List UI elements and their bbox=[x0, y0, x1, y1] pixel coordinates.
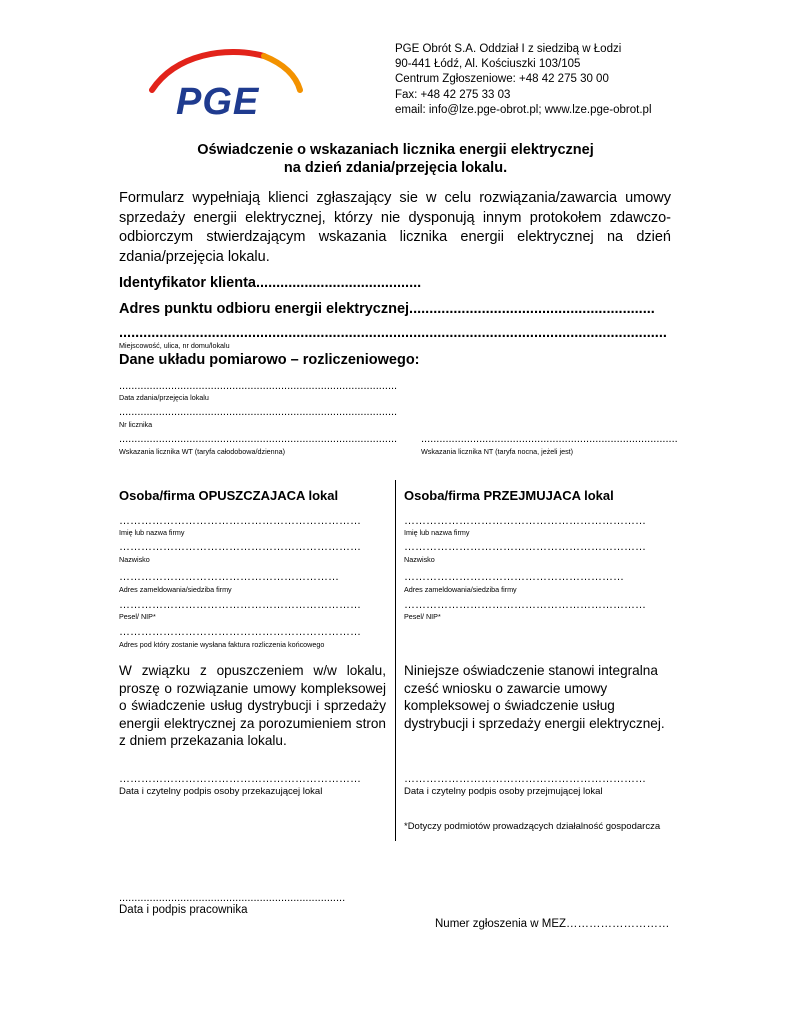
leaving-address-hint: Adres zameldowania/siedziba firmy bbox=[119, 585, 232, 594]
taking-pesel-hint: Pesel/ NIP* bbox=[404, 612, 441, 621]
mez-number-field[interactable]: Numer zgłoszenia w MEZ……………………… bbox=[435, 918, 670, 930]
address-field-continued[interactable]: ........................................................................................................................................ bbox=[119, 325, 667, 341]
invoice-address-field[interactable]: ………………………………………………………… bbox=[119, 626, 361, 638]
logo-text: PGE bbox=[176, 81, 260, 123]
leaving-name-field[interactable]: ………………………………………………………… bbox=[119, 515, 361, 527]
meter-number-hint: Nr licznika bbox=[119, 420, 153, 429]
taking-address-hint: Adres zameldowania/siedziba firmy bbox=[404, 585, 517, 594]
leaving-name-hint: Imię lub nazwa firmy bbox=[119, 528, 185, 537]
leaving-surname-field[interactable]: ………………………………………………………… bbox=[119, 541, 361, 553]
employee-signature-field[interactable]: .......................................................................... bbox=[119, 892, 346, 904]
intro-paragraph: Formularz wypełniają klienci zgłaszający sie w celu rozwiązania/zawarcia umowy sprzedaży energii elektrycznej, którzy nie dysponują innym protokołem zdawczo-odbiorczym stwierdzającym wskazania licznika energii elektrycznej na dzień zdania/przejęcia lokalu. bbox=[119, 190, 671, 265]
leaving-signature-field[interactable]: ………………………………………………………… bbox=[119, 773, 361, 785]
handover-date-field[interactable]: ........................................................................................... bbox=[119, 380, 398, 392]
column-divider bbox=[395, 480, 396, 841]
leaving-address-field[interactable]: …………………………………………………… bbox=[119, 571, 339, 583]
company-line: email: info@lze.pge-obrot.pl; www.lze.pge-obrot.pl bbox=[395, 103, 652, 116]
taking-signature-hint: Data i czytelny podpis osoby przejmującej lokal bbox=[404, 786, 603, 797]
company-line: Fax: +48 42 275 33 03 bbox=[395, 88, 511, 101]
leaving-pesel-field[interactable]: ………………………………………………………… bbox=[119, 599, 361, 611]
taking-surname-field[interactable]: ………………………………………………………… bbox=[404, 541, 646, 553]
taking-address-field[interactable]: …………………………………………………… bbox=[404, 571, 624, 583]
meter-number-field[interactable]: ........................................................................................... bbox=[119, 406, 398, 418]
meter-nt-hint: Wskazania licznika NT (taryfa nocna, jeżeli jest) bbox=[421, 447, 574, 456]
termination-request-text: W związku z opuszczeniem w/w lokalu, proszę o rozwiązanie umowy kompleksowej o świadczenie usług dystrybucji i sprzedaży energii elektrycznej za porozumieniem stron z dniem przekazania lokalu. bbox=[119, 663, 386, 748]
leaving-surname-hint: Nazwisko bbox=[119, 555, 150, 564]
pge-logo bbox=[146, 46, 306, 126]
taking-name-hint: Imię lub nazwa firmy bbox=[404, 528, 470, 537]
taking-party-heading: Osoba/firma PRZEJMUJACA lokal bbox=[404, 488, 614, 503]
address-hint: Miejscowość, ulica, nr domu/lokalu bbox=[119, 341, 230, 350]
leaving-signature-hint: Data i czytelny podpis osoby przekazującej lokal bbox=[119, 786, 323, 797]
document-title bbox=[0, 141, 791, 177]
handover-date-hint: Data zdania/przejęcia lokalu bbox=[119, 393, 209, 402]
meter-wt-field[interactable]: ........................................................................................... bbox=[119, 433, 398, 445]
taking-pesel-field[interactable]: ………………………………………………………… bbox=[404, 599, 646, 611]
company-info bbox=[395, 42, 652, 118]
meter-wt-hint: Wskazania licznika WT (taryfa całodobowa/dzienna) bbox=[119, 447, 286, 456]
company-line: 90-441 Łódź, Al. Kościuszki 103/105 bbox=[395, 58, 581, 71]
integral-part-text: Niniejsze oświadczenie stanowi integralna cześć wniosku o zawarcie umowy kompleksowej o świadczenie usług dystrybucji i sprzedaży energii elektrycznej. bbox=[404, 663, 665, 731]
employee-signature-label: Data i podpis pracownika bbox=[119, 904, 248, 916]
leaving-party-heading: Osoba/firma OPUSZCZAJACA lokal bbox=[119, 488, 339, 503]
company-line: PGE Obrót S.A. Oddział I z siedzibą w Łodzi bbox=[395, 43, 622, 55]
address-field[interactable]: Adres punktu odbioru energii elektrycznej............................................................. bbox=[119, 301, 655, 317]
business-footnote: *Dotyczy podmiotów prowadzących działalność gospodarcza bbox=[404, 821, 661, 832]
title-line-1: Oświadczenie o wskazaniach licznika energii elektrycznej bbox=[197, 142, 594, 158]
meter-nt-field[interactable]: .................................................................................... bbox=[421, 433, 678, 445]
company-line: Centrum Zgłoszeniowe: +48 42 275 30 00 bbox=[395, 73, 609, 86]
client-id-field[interactable]: Identyfikator klienta......................................... bbox=[119, 275, 422, 291]
taking-surname-hint: Nazwisko bbox=[404, 555, 435, 564]
logo-arc-orange bbox=[264, 56, 300, 90]
leaving-pesel-hint: Pesel/ NIP* bbox=[119, 612, 156, 621]
taking-signature-field[interactable]: ………………………………………………………… bbox=[404, 773, 646, 785]
title-line-2: na dzień zdania/przejęcia lokalu. bbox=[283, 160, 508, 176]
invoice-address-hint: Adres pod który zostanie wysłana faktura rozliczenia końcowego bbox=[119, 640, 325, 649]
meter-section-heading: Dane układu pomiarowo – rozliczeniowego: bbox=[119, 352, 420, 368]
taking-name-field[interactable]: ………………………………………………………… bbox=[404, 515, 646, 527]
